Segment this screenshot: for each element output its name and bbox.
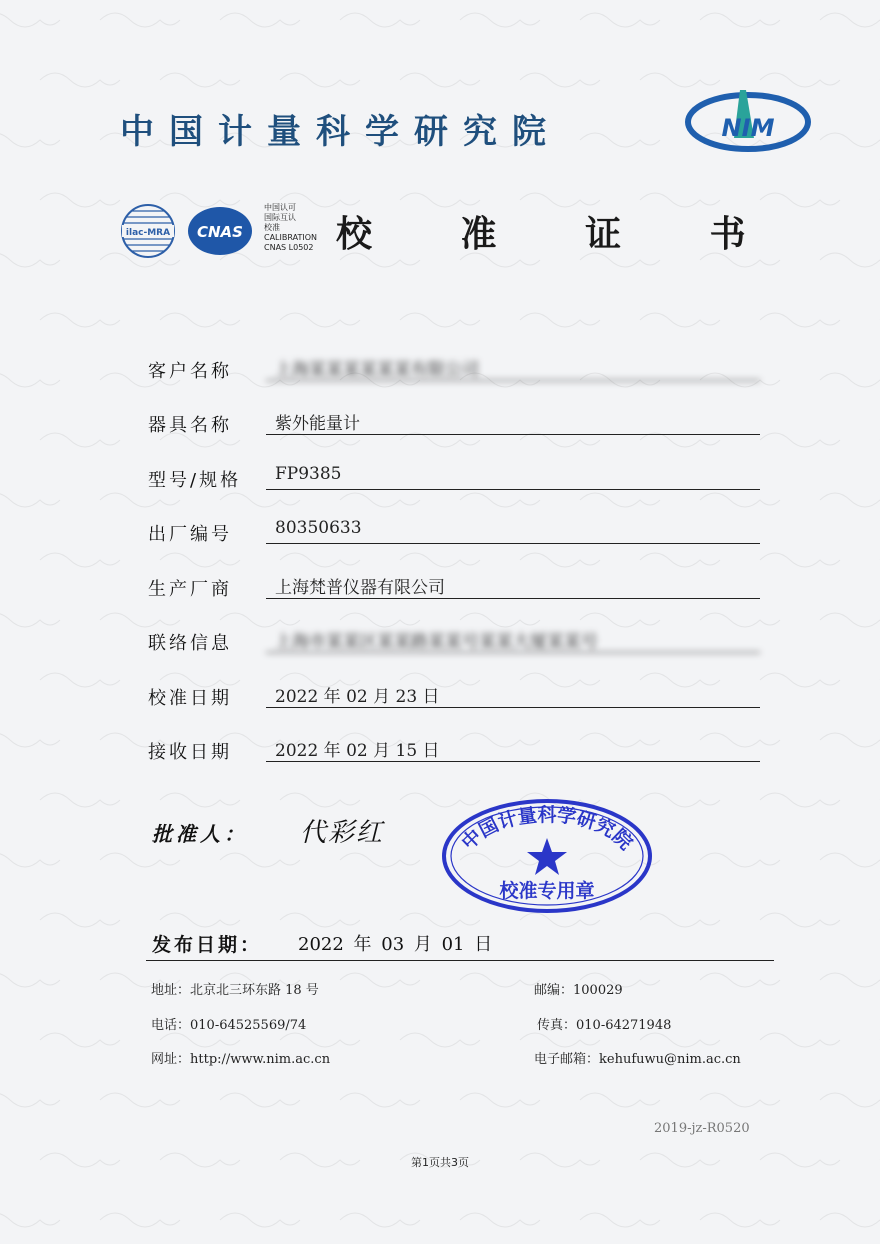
field-value: FP9385 bbox=[266, 464, 760, 490]
cnas-logo bbox=[186, 205, 254, 257]
watermark-wave bbox=[460, 613, 540, 627]
field-value: 80350633 bbox=[266, 518, 760, 544]
field-contact-info bbox=[148, 629, 760, 659]
accreditation-line: 校准 bbox=[264, 223, 280, 232]
form-code: 2019-jz-R0520 bbox=[654, 1121, 750, 1136]
watermark-wave bbox=[700, 973, 780, 987]
watermark-wave bbox=[580, 1093, 660, 1107]
accreditation-line: 中国认可 bbox=[264, 203, 296, 212]
watermark-wave bbox=[820, 373, 880, 387]
watermark-wave bbox=[400, 313, 480, 327]
watermark-wave bbox=[160, 793, 240, 807]
watermark-wave bbox=[340, 1213, 420, 1227]
watermark-wave bbox=[40, 913, 120, 927]
watermark-wave bbox=[220, 853, 300, 867]
seal-star-icon bbox=[527, 838, 567, 875]
watermark-wave bbox=[400, 1033, 480, 1047]
field-label: 出厂编号 bbox=[148, 524, 232, 545]
watermark-wave bbox=[820, 133, 880, 147]
approver-signature: 代彩红 bbox=[300, 818, 385, 848]
watermark-wave bbox=[0, 253, 60, 267]
watermark-wave bbox=[0, 1093, 60, 1107]
field-value: 上海梵普仪器有限公司 bbox=[266, 573, 760, 599]
watermark-wave bbox=[0, 1213, 60, 1227]
field-label: 联络信息 bbox=[148, 633, 232, 654]
field-label: 校准日期 bbox=[148, 688, 232, 709]
accreditation-text bbox=[264, 203, 334, 253]
contact-website: 网址：http://www.nim.ac.cn bbox=[151, 1052, 331, 1067]
contact-fax: 传真：010-64271948 bbox=[537, 1018, 672, 1033]
approver-label: 批准人： bbox=[152, 822, 248, 846]
watermark-wave bbox=[460, 13, 540, 27]
field-value: 紫外能量计 bbox=[266, 409, 760, 435]
watermark-wave bbox=[100, 1213, 180, 1227]
watermark-wave bbox=[820, 733, 880, 747]
watermark-wave bbox=[400, 553, 480, 567]
field-instrument-name bbox=[148, 411, 760, 441]
field-received-date bbox=[148, 738, 760, 768]
watermark-wave bbox=[820, 973, 880, 987]
watermark-wave bbox=[280, 73, 360, 87]
contact-email: 电子邮箱：kehufuwu@nim.ac.cn bbox=[534, 1052, 741, 1067]
watermark-wave bbox=[340, 13, 420, 27]
watermark-wave bbox=[520, 313, 600, 327]
field-label: 接收日期 bbox=[148, 742, 232, 763]
watermark-wave bbox=[220, 613, 300, 627]
watermark-wave bbox=[280, 793, 360, 807]
watermark-wave bbox=[340, 973, 420, 987]
ilac-mra-logo bbox=[120, 203, 176, 259]
page-number: 第1页共3页 bbox=[411, 1156, 469, 1169]
field-client-name bbox=[148, 357, 760, 387]
watermark-wave bbox=[640, 553, 720, 567]
field-label: 客户名称 bbox=[148, 361, 232, 382]
field-value: 2022 年 02 月 15 日 bbox=[266, 736, 760, 762]
watermark-wave bbox=[100, 13, 180, 27]
watermark-wave bbox=[340, 1093, 420, 1107]
watermark-wave bbox=[820, 853, 880, 867]
institution-name: 中国计量科学研究院 bbox=[120, 112, 561, 152]
watermark-wave bbox=[760, 433, 840, 447]
watermark-wave bbox=[40, 793, 120, 807]
watermark-wave bbox=[220, 13, 300, 27]
certificate-title: 校 准 证 书 bbox=[336, 214, 784, 255]
cnas-text: CNAS bbox=[197, 223, 243, 241]
field-model bbox=[148, 466, 760, 496]
watermark-wave bbox=[640, 73, 720, 87]
field-label: 生产厂商 bbox=[148, 579, 232, 600]
contact-address: 地址：北京北三环东路 18 号 bbox=[151, 983, 319, 998]
seal-bottom-text: 校准专用章 bbox=[499, 880, 595, 902]
watermark-wave bbox=[100, 1093, 180, 1107]
watermark-wave bbox=[700, 13, 780, 27]
watermark-wave bbox=[760, 673, 840, 687]
watermark-wave bbox=[520, 553, 600, 567]
watermark-wave bbox=[760, 793, 840, 807]
watermark-wave bbox=[640, 313, 720, 327]
watermark-wave bbox=[640, 1033, 720, 1047]
watermark-wave bbox=[0, 373, 60, 387]
watermark-wave bbox=[460, 973, 540, 987]
watermark-wave bbox=[340, 853, 420, 867]
watermark-wave bbox=[160, 73, 240, 87]
nim-logo bbox=[684, 86, 812, 152]
field-manufacturer bbox=[148, 575, 760, 605]
watermark-wave bbox=[40, 73, 120, 87]
field-label: 器具名称 bbox=[148, 415, 232, 436]
watermark-wave bbox=[40, 673, 120, 687]
watermark-wave bbox=[580, 13, 660, 27]
watermark-wave bbox=[160, 313, 240, 327]
field-value-redacted: 上海某某某某某某有限公司 bbox=[266, 355, 760, 381]
watermark-wave bbox=[700, 1213, 780, 1227]
watermark-wave bbox=[520, 193, 600, 207]
watermark-wave bbox=[100, 613, 180, 627]
watermark-wave bbox=[280, 913, 360, 927]
watermark-wave bbox=[760, 193, 840, 207]
watermark-wave bbox=[520, 73, 600, 87]
watermark-wave bbox=[40, 313, 120, 327]
watermark-wave bbox=[40, 433, 120, 447]
watermark-wave bbox=[580, 1213, 660, 1227]
calibration-seal bbox=[440, 796, 654, 916]
watermark-wave bbox=[220, 1213, 300, 1227]
watermark-wave bbox=[160, 553, 240, 567]
watermark-wave bbox=[400, 193, 480, 207]
seal-top-text: 中国计量科学研究院 bbox=[457, 804, 637, 855]
watermark-wave bbox=[0, 13, 60, 27]
issue-date-label: 发布日期： bbox=[152, 934, 263, 956]
watermark-wave bbox=[580, 133, 660, 147]
watermark-wave bbox=[820, 613, 880, 627]
footer-divider bbox=[146, 960, 774, 961]
watermark-wave bbox=[0, 973, 60, 987]
watermark-wave bbox=[280, 313, 360, 327]
accreditation-line: CALIBRATION bbox=[264, 233, 317, 242]
watermark-wave bbox=[700, 853, 780, 867]
watermark-wave bbox=[760, 73, 840, 87]
watermark-wave bbox=[0, 613, 60, 627]
watermark-wave bbox=[160, 1033, 240, 1047]
issue-date-value: 2022 年 03 月 01 日 bbox=[298, 934, 493, 955]
watermark-wave bbox=[640, 193, 720, 207]
contact-phone: 电话：010-64525569/74 bbox=[151, 1018, 307, 1033]
watermark-wave bbox=[820, 253, 880, 267]
field-value: 2022 年 02 月 23 日 bbox=[266, 682, 760, 708]
watermark-wave bbox=[700, 613, 780, 627]
ilac-text: ilac-MRA bbox=[125, 228, 171, 238]
watermark-wave bbox=[0, 493, 60, 507]
watermark-wave bbox=[40, 1033, 120, 1047]
watermark-wave bbox=[40, 553, 120, 567]
watermark-wave bbox=[820, 1093, 880, 1107]
watermark-wave bbox=[700, 1093, 780, 1107]
watermark-wave bbox=[400, 73, 480, 87]
watermark-wave bbox=[220, 1093, 300, 1107]
watermark-wave bbox=[520, 1033, 600, 1047]
watermark-wave bbox=[460, 1093, 540, 1107]
watermark-wave bbox=[820, 493, 880, 507]
watermark-wave bbox=[580, 613, 660, 627]
accreditation-line: 国际互认 bbox=[264, 213, 296, 222]
watermark-wave bbox=[100, 853, 180, 867]
watermark-wave bbox=[460, 1213, 540, 1227]
watermark-wave bbox=[760, 913, 840, 927]
watermark-wave bbox=[760, 553, 840, 567]
watermark-wave bbox=[160, 913, 240, 927]
field-serial-number bbox=[148, 520, 760, 550]
watermark-wave bbox=[280, 1033, 360, 1047]
field-value-redacted: 上海市某某区某某路某某号某某大厦某某号 bbox=[266, 627, 760, 653]
nim-logo-text: NIM bbox=[721, 114, 775, 142]
contact-postcode: 邮编：100029 bbox=[534, 983, 623, 998]
watermark-wave bbox=[0, 133, 60, 147]
watermark-wave bbox=[0, 853, 60, 867]
watermark-wave bbox=[0, 733, 60, 747]
watermark-wave bbox=[760, 1033, 840, 1047]
watermark-wave bbox=[40, 193, 120, 207]
watermark-wave bbox=[760, 313, 840, 327]
watermark-wave bbox=[280, 553, 360, 567]
watermark-wave bbox=[340, 613, 420, 627]
field-label: 型号/规格 bbox=[148, 470, 242, 491]
watermark-wave bbox=[820, 1213, 880, 1227]
field-calibration-date bbox=[148, 684, 760, 714]
accreditation-line: CNAS L0502 bbox=[264, 243, 314, 252]
watermark-wave bbox=[820, 13, 880, 27]
